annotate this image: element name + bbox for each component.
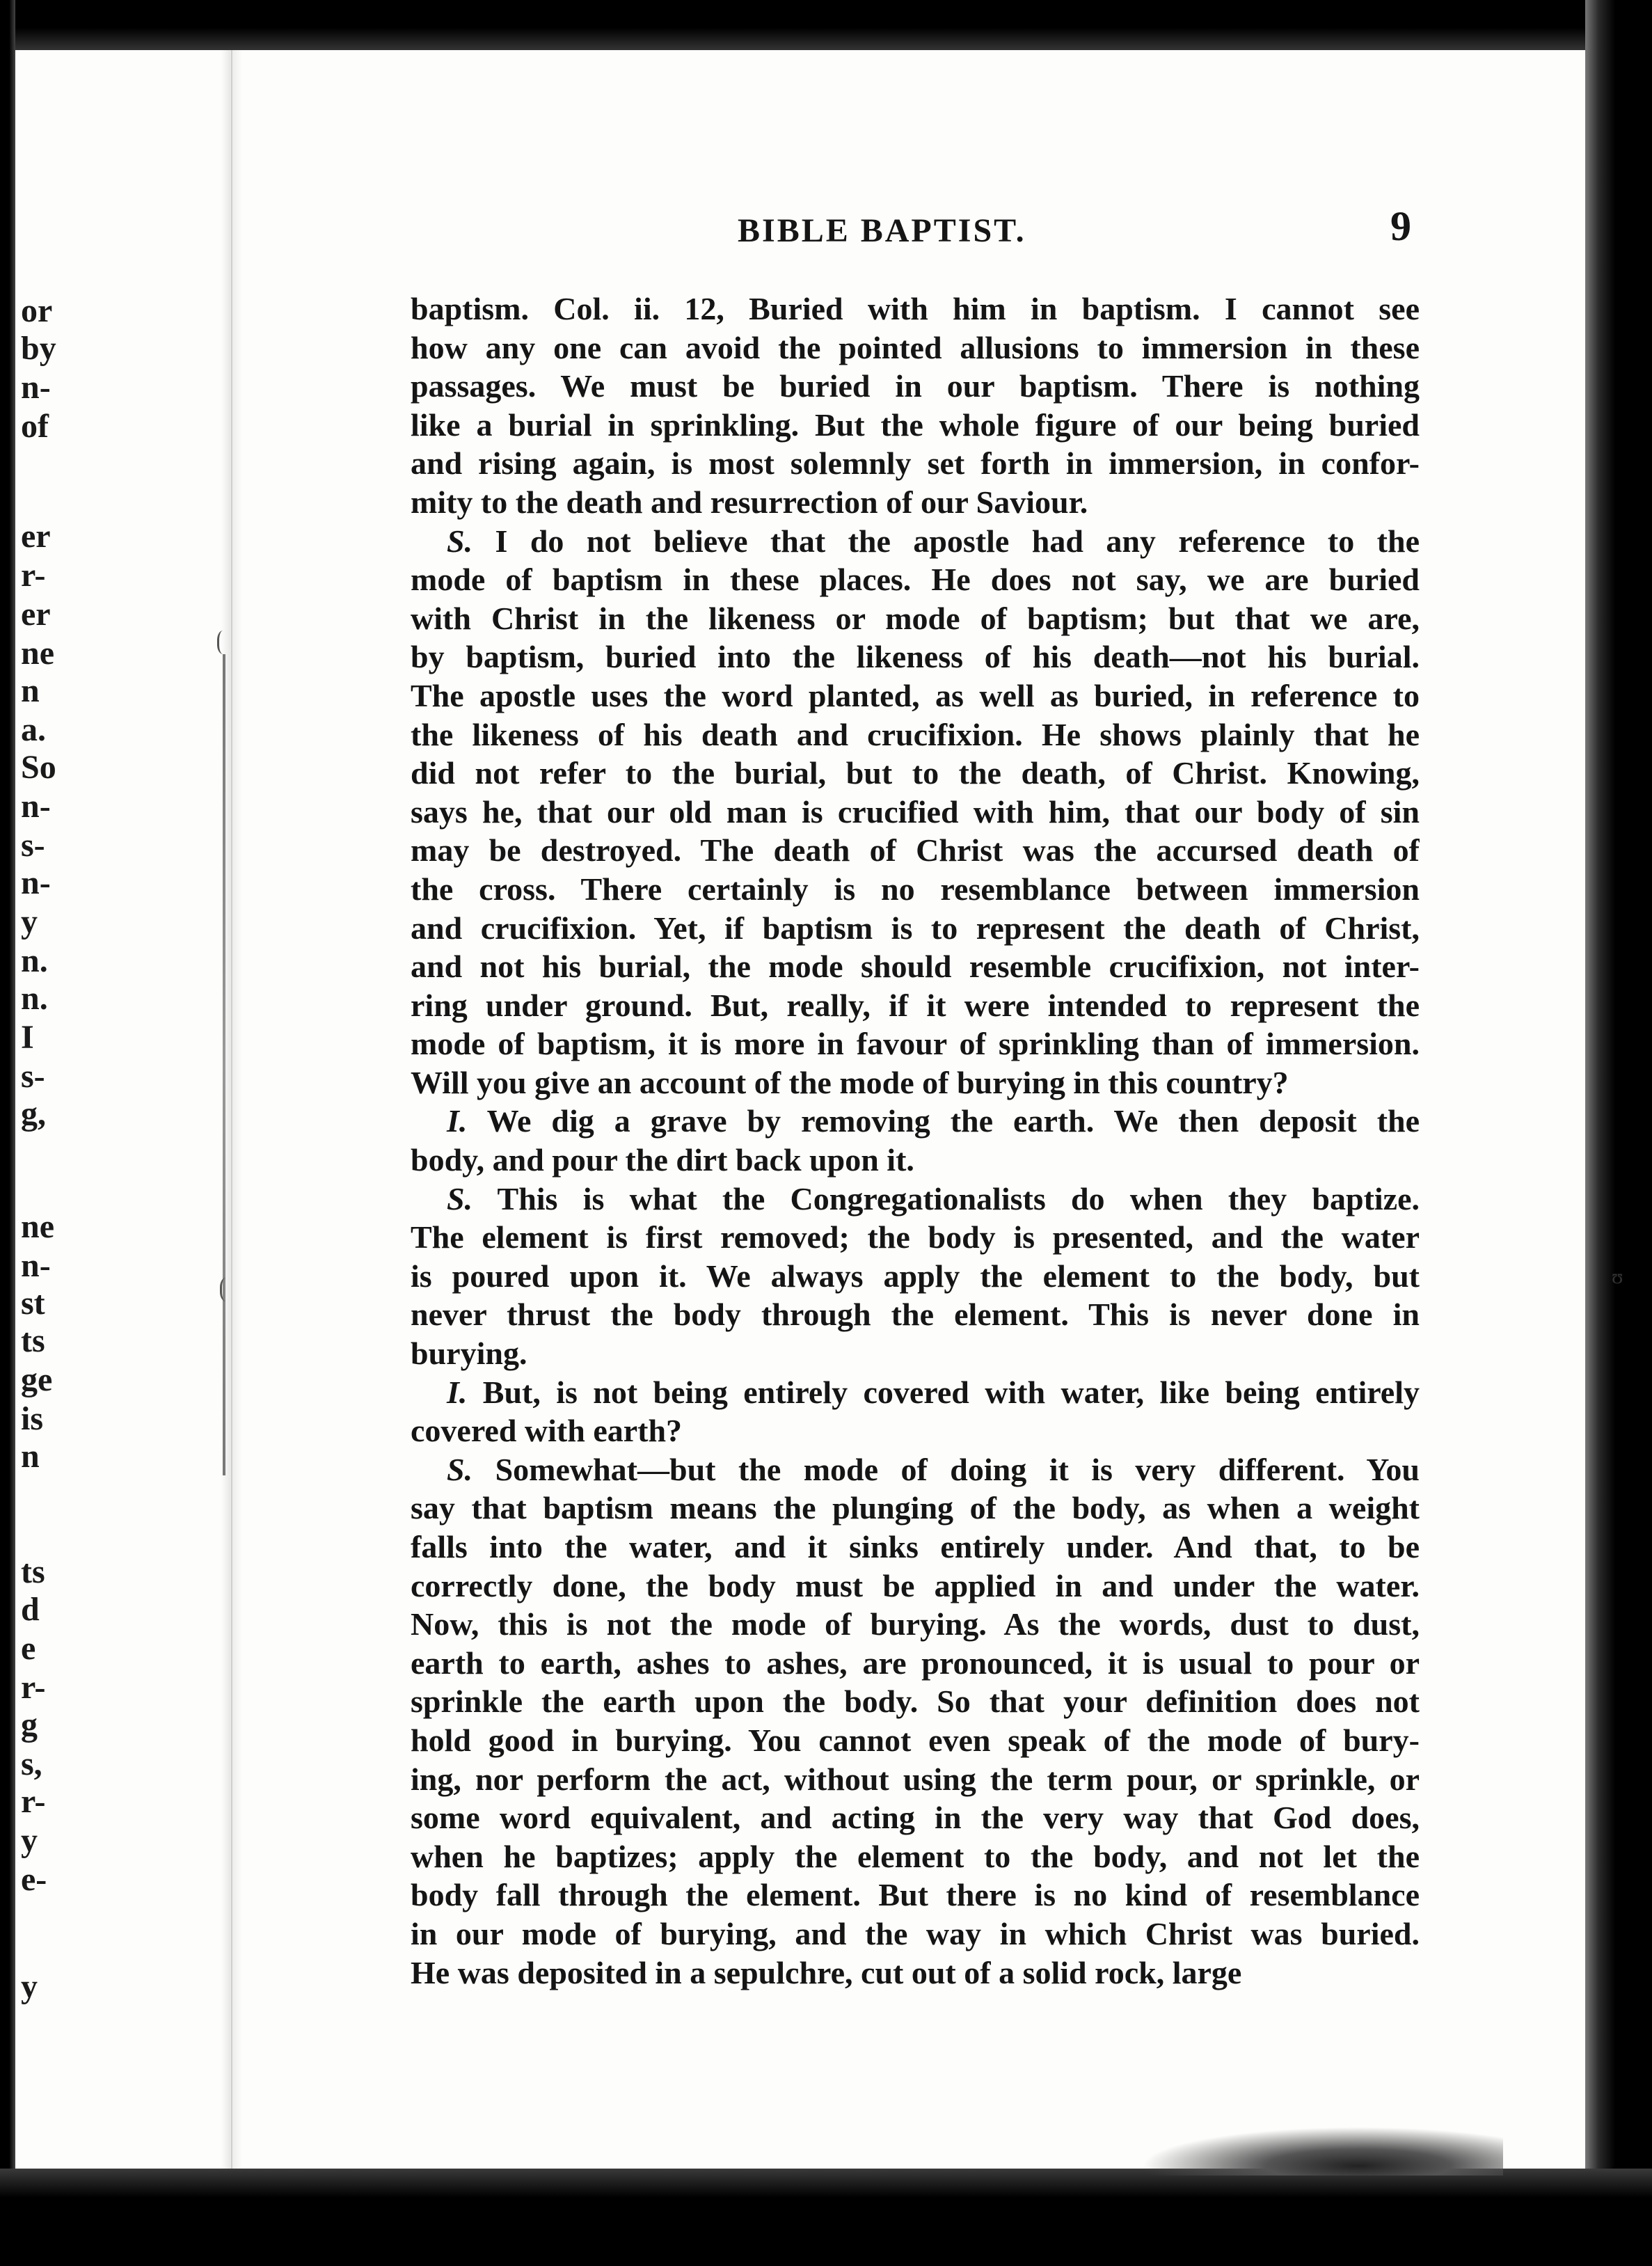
text-line <box>411 1567 1420 1606</box>
line-text: This is what the Congregationalists do when they baptize. <box>497 1180 1420 1217</box>
scan-border-bottom <box>0 2169 1652 2266</box>
scan-border-top <box>0 0 1652 50</box>
text-line <box>411 1644 1420 1683</box>
facing-page-fragment: I <box>21 1019 34 1056</box>
binding-mark <box>217 631 232 654</box>
speaker-label: I. <box>447 1374 468 1410</box>
text-line <box>411 909 1420 948</box>
facing-page-fragment: n- <box>21 1247 51 1284</box>
line-text: ring under ground. But, really, if it were intended to represent the <box>411 987 1420 1023</box>
line-text: may be destroyed. The death of Christ was the accursed death of <box>411 832 1420 869</box>
line-text: earth to earth, ashes to ashes, are pronounced, it is usual to pour or <box>411 1645 1420 1681</box>
facing-page-fragment: y <box>21 903 38 940</box>
text-line <box>411 831 1420 870</box>
text-line <box>411 1218 1420 1257</box>
line-text: when he baptizes; apply the element to the body, and not let the <box>411 1838 1420 1874</box>
text-line <box>411 1180 1420 1219</box>
text-line <box>411 599 1420 638</box>
facing-page-fragment: n- <box>21 369 51 406</box>
facing-page-fragment: y <box>21 1968 38 2005</box>
line-text: The element is first removed; the body is presented, and the water <box>411 1219 1420 1255</box>
text-line <box>411 1411 1420 1450</box>
facing-page-fragment: ts <box>21 1553 45 1590</box>
page-number: 9 <box>1390 203 1411 249</box>
line-text: sprinkle the earth upon the body. So that your definition does not <box>411 1683 1420 1720</box>
line-text: mode of baptism in these places. He does not say, we are buried <box>411 562 1420 598</box>
text-line <box>411 1373 1420 1412</box>
facing-page-fragment: So <box>21 749 56 786</box>
line-text: say that baptism means the plunging of the body, as when a weight <box>411 1490 1420 1526</box>
text-line <box>411 1141 1420 1180</box>
line-text: mity to the death and resurrection of our Saviour. <box>411 484 1088 520</box>
facing-page-fragment: er <box>21 518 51 555</box>
speaker-label: S. <box>447 523 473 559</box>
margin-mark: ʊ <box>1612 1265 1623 1288</box>
text-line <box>411 1760 1420 1799</box>
text-line <box>411 1605 1420 1644</box>
text-line <box>411 1721 1420 1760</box>
facing-page-fragment: y <box>21 1822 38 1859</box>
text-line <box>411 676 1420 715</box>
line-text: mode of baptism, it is more in favour of sprinkling than of immersion. <box>411 1026 1420 1062</box>
text-line <box>411 986 1420 1025</box>
line-text: He was deposited in a sepulchre, cut out of a solid rock, large <box>411 1954 1242 1990</box>
text-line <box>411 1528 1420 1567</box>
line-text: and not his burial, the mode should resemble crucifixion, not inter- <box>411 949 1420 985</box>
text-line <box>411 1682 1420 1721</box>
text-line <box>411 328 1420 367</box>
line-text: in our mode of burying, and the way in which Christ was buried. <box>411 1915 1420 1951</box>
text-line <box>411 1489 1420 1528</box>
text-line <box>411 793 1420 832</box>
line-text: falls into the water, and it sinks entirely under. And that, to be <box>411 1529 1420 1564</box>
line-text: burying. <box>411 1336 527 1372</box>
facing-page-fragment: s, <box>21 1745 42 1782</box>
text-line <box>411 1334 1420 1373</box>
line-text: body fall through the element. But there is no kind of resemblance <box>411 1877 1420 1913</box>
facing-page-fragment: d <box>21 1591 40 1628</box>
text-line <box>411 1063 1420 1102</box>
text-line <box>411 947 1420 986</box>
facing-page-fragment: n. <box>21 942 48 979</box>
page-damage-smudge <box>1141 2127 1503 2176</box>
spine-line <box>231 50 232 2169</box>
text-line <box>411 1295 1420 1334</box>
facing-page-fragment: r- <box>21 1783 46 1820</box>
line-text: The apostle uses the word planted, as well as buried, in reference to <box>411 677 1420 713</box>
line-text: body, and pour the dirt back upon it. <box>411 1142 914 1178</box>
facing-page-fragment: is <box>21 1400 44 1437</box>
text-line <box>411 1257 1420 1296</box>
line-text: is poured upon it. We always apply the element to the body, but <box>411 1258 1420 1294</box>
text-line <box>411 290 1420 328</box>
binding-mark <box>220 1278 235 1301</box>
text-line <box>411 1954 1420 1992</box>
text-line <box>411 406 1420 445</box>
text-line <box>411 1102 1420 1141</box>
facing-page-fragment: of <box>21 408 49 445</box>
text-line <box>411 637 1420 676</box>
text-line <box>411 1024 1420 1063</box>
line-text: did not refer to the burial, but to the death, of Christ. Knowing, <box>411 755 1420 791</box>
facing-page-fragment: a. <box>21 711 46 748</box>
body-text <box>411 290 1420 1992</box>
speaker-label: S. <box>447 1451 473 1487</box>
facing-page-fragment: n <box>21 672 40 709</box>
facing-page-fragment: r- <box>21 1669 46 1706</box>
line-text: how any one can avoid the pointed allusions to immersion in these <box>411 329 1420 365</box>
line-text: and crucifixion. Yet, if baptism is to represent the death of Christ, <box>411 910 1420 946</box>
speaker-label: I. <box>447 1103 468 1139</box>
facing-page-fragment: or <box>21 292 53 329</box>
line-text: Will you give an account of the mode of burying in this country? <box>411 1064 1289 1100</box>
facing-page-fragment: ne <box>21 635 54 672</box>
text-line <box>411 1837 1420 1876</box>
text-line <box>411 483 1420 522</box>
scan-border-right <box>1585 0 1652 2266</box>
line-text: says he, that our old man is crucified with him, that our body of sin <box>411 793 1420 830</box>
line-text: correctly done, the body must be applied in and under the water. <box>411 1567 1420 1603</box>
text-line <box>411 754 1420 793</box>
facing-page-fragment: r- <box>21 557 46 594</box>
line-text: hold good in burying. You cannot even speak of the mode of bury- <box>411 1722 1420 1758</box>
line-text: like a burial in sprinkling. But the whole figure of our being buried <box>411 406 1420 443</box>
text-line <box>411 560 1420 599</box>
line-text: the likeness of his death and crucifixion. He shows plainly that he <box>411 716 1420 752</box>
line-text: We dig a grave by removing the earth. We then deposit the <box>486 1103 1420 1139</box>
text-line <box>411 1450 1420 1489</box>
facing-page-fragment: ne <box>21 1208 54 1245</box>
facing-page-fragment: ge <box>21 1361 53 1398</box>
text-line <box>411 1798 1420 1837</box>
line-text: and rising again, is most solemnly set forth in immersion, in confor- <box>411 445 1420 482</box>
facing-page-fragment: n <box>21 1438 40 1475</box>
line-text: some word equivalent, and acting in the very way that God does, <box>411 1800 1420 1836</box>
facing-page-fragment: e <box>21 1630 36 1667</box>
line-text: the cross. There certainly is no resemblance between immersion <box>411 871 1420 907</box>
facing-page-fragment: e- <box>21 1861 47 1898</box>
scan-border-left <box>0 0 15 2266</box>
facing-page-fragment: s- <box>21 827 45 864</box>
line-text: with Christ in the likeness or mode of baptism; but that we are, <box>411 600 1420 636</box>
line-text: by baptism, buried into the likeness of his death—not his burial. <box>411 639 1420 675</box>
speaker-label: S. <box>447 1180 473 1217</box>
facing-page-fragment: n- <box>21 788 51 825</box>
line-text: I do not believe that the apostle had any reference to the <box>495 523 1420 559</box>
facing-page-fragment: g, <box>21 1095 46 1132</box>
facing-page-fragment: n- <box>21 864 51 901</box>
line-text: passages. We must be buried in our baptism. There is nothing <box>411 368 1420 404</box>
facing-page-fragment: st <box>21 1285 45 1322</box>
line-text: covered with earth? <box>411 1413 683 1449</box>
line-text: never thrust the body through the element. This is never done in <box>411 1297 1420 1333</box>
facing-page-fragment: er <box>21 596 51 633</box>
facing-page-fragments <box>21 0 97 2266</box>
text-line <box>411 367 1420 406</box>
facing-page-fragment: by <box>21 330 56 367</box>
facing-page-fragment: ts <box>21 1322 45 1359</box>
line-text: ing, nor perform the act, without using the term pour, or sprinkle, or <box>411 1761 1420 1797</box>
line-text: But, is not being entirely covered with water, like being entirely <box>482 1374 1420 1410</box>
running-head: BIBLE BAPTIST. <box>738 212 1026 249</box>
text-line <box>411 1876 1420 1915</box>
text-line <box>411 870 1420 909</box>
text-line <box>411 1915 1420 1954</box>
binding-thread <box>223 654 225 1475</box>
facing-page-fragment: g <box>21 1706 38 1743</box>
line-text: Somewhat—but the mode of doing it is very different. You <box>495 1451 1420 1487</box>
text-line <box>411 444 1420 483</box>
text-line <box>411 715 1420 754</box>
line-text: baptism. Col. ii. 12, Buried with him in baptism. I cannot see <box>411 291 1420 326</box>
facing-page-fragment: s- <box>21 1058 45 1095</box>
facing-page-fragment: n. <box>21 980 48 1017</box>
line-text: Now, this is not the mode of burying. As the words, dust to dust, <box>411 1606 1420 1642</box>
text-line <box>411 522 1420 561</box>
